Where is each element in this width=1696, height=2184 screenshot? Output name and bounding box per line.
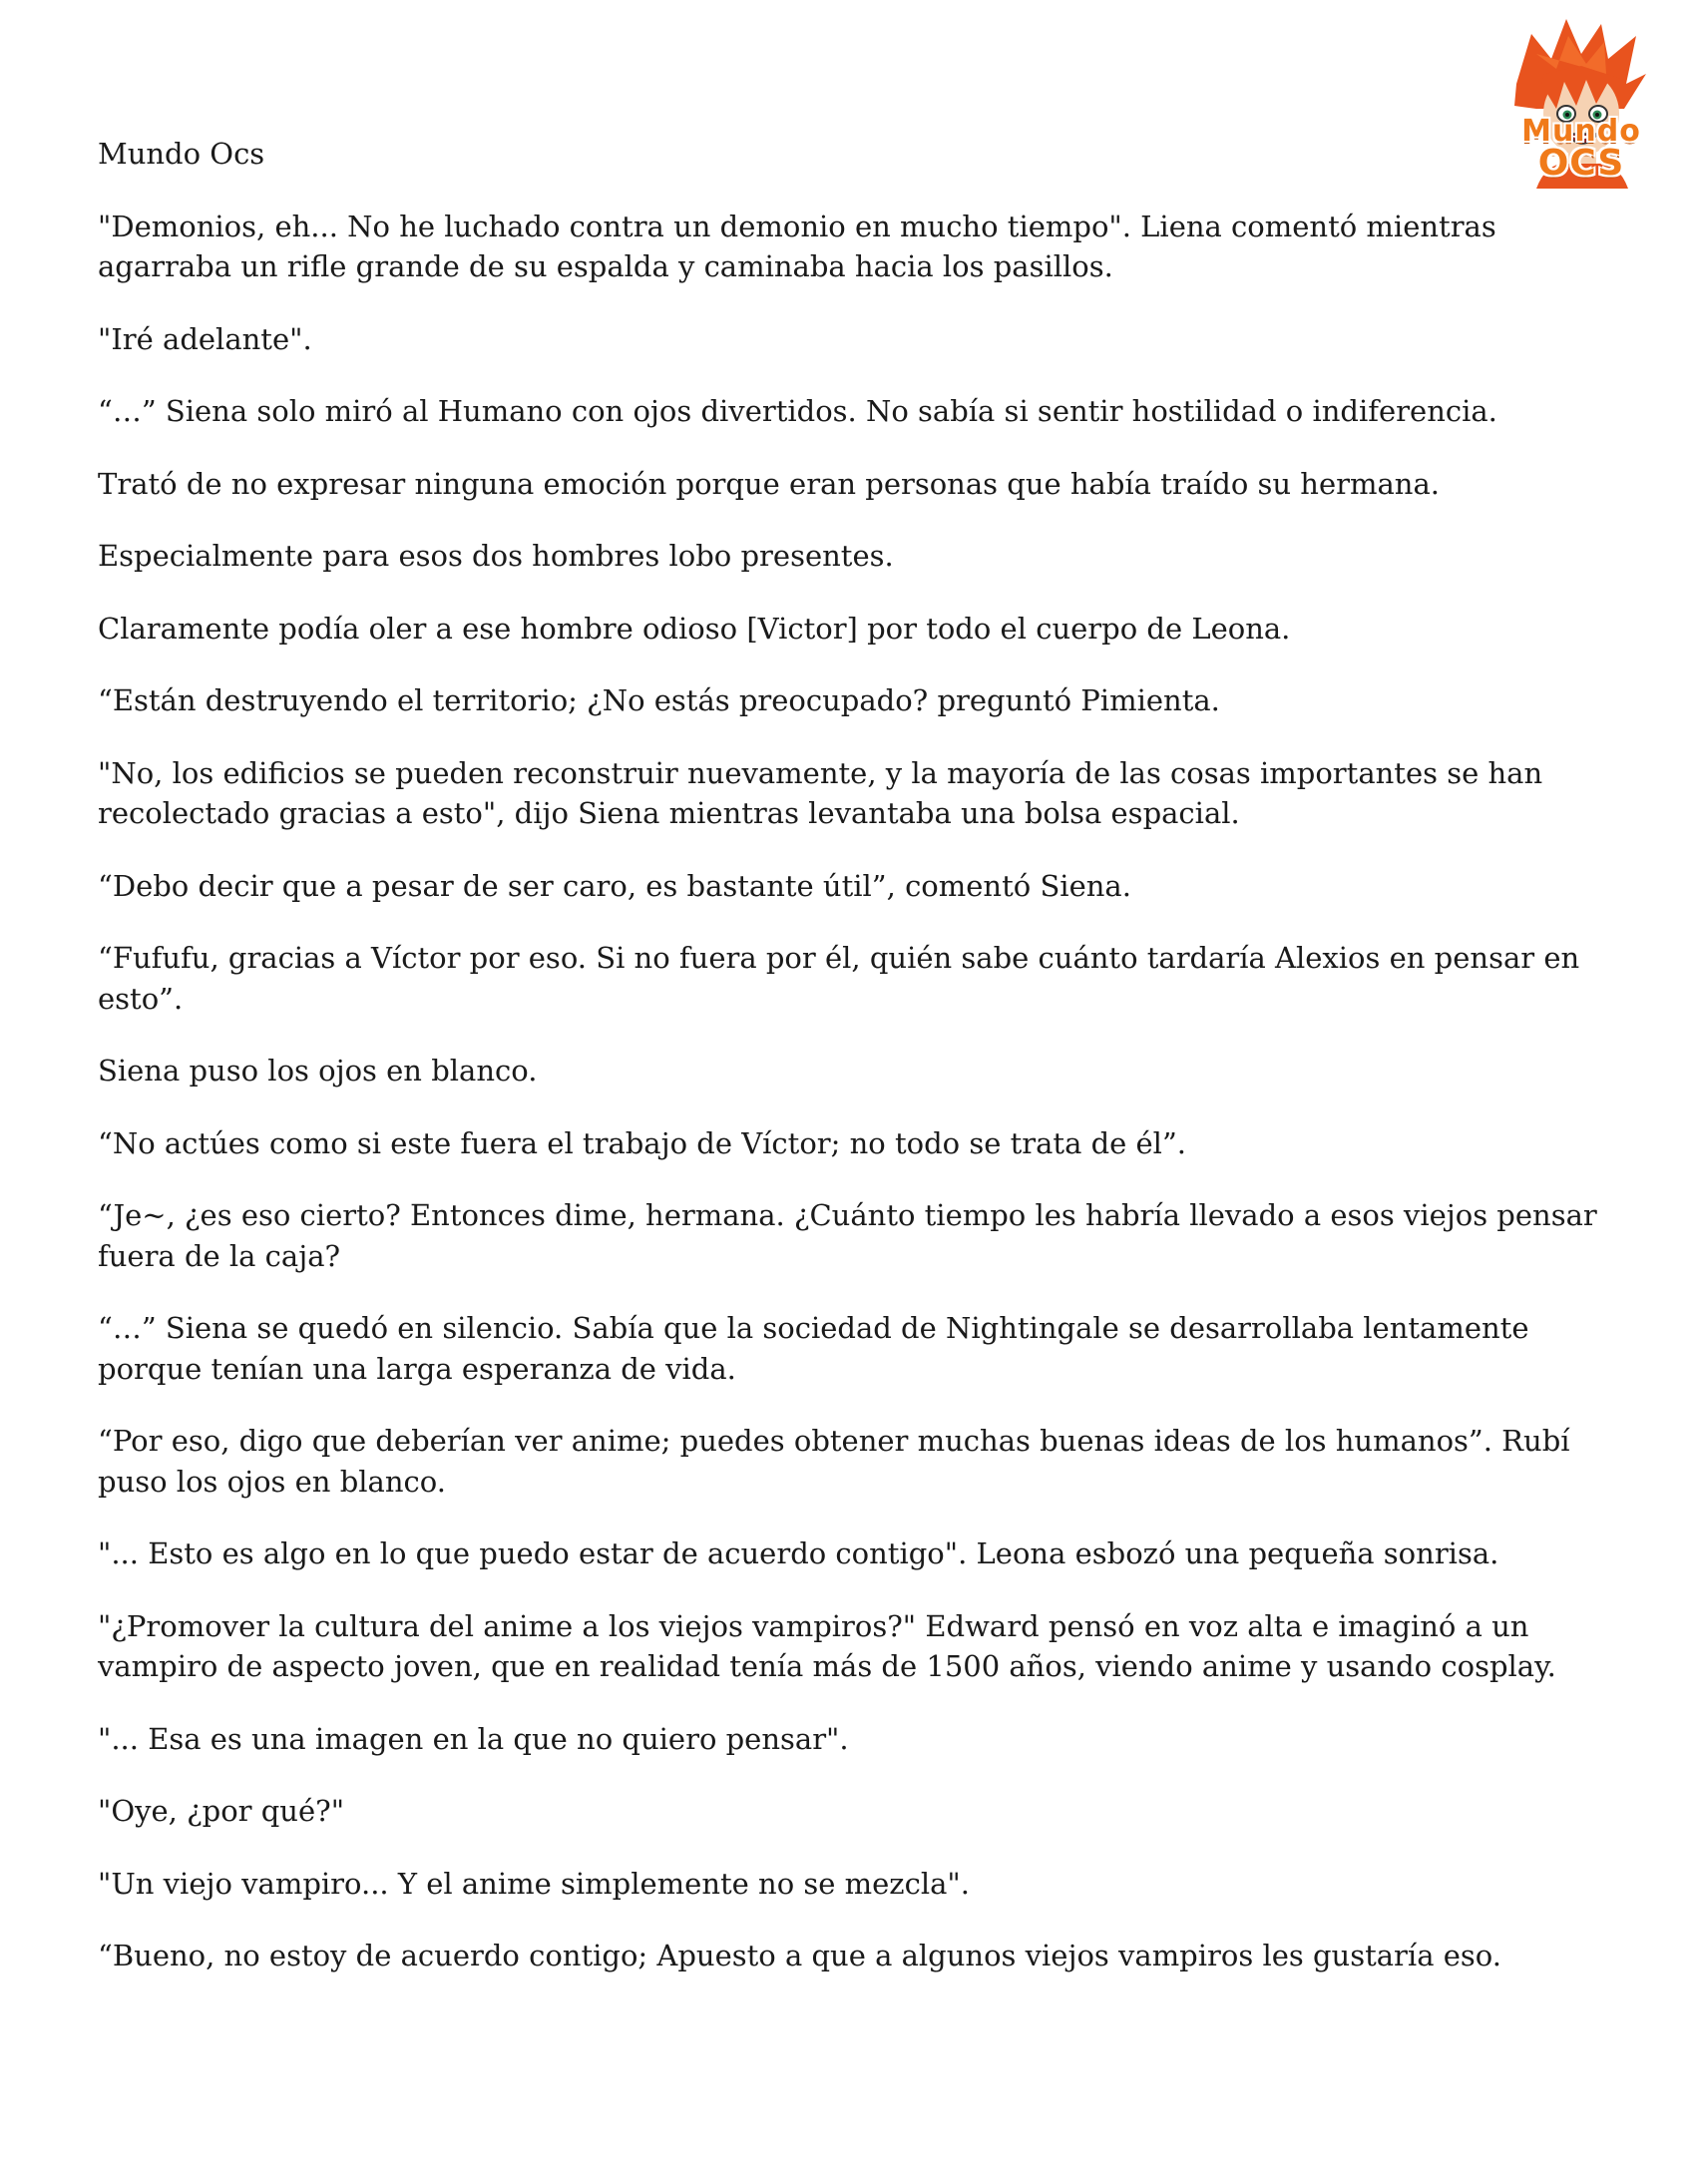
paragraph: “Por eso, digo que deberían ver anime; puedes obtener muchas buenas ideas de los humanos”. Rubí puso los ojos en blanco. (98, 1424, 1570, 1499)
paragraph: “Bueno, no estoy de acuerdo contigo; Apuesto a que a algunos viejos vampiros les gustaría eso. (98, 1939, 1501, 1972)
paragraph: "... Esto es algo en lo que puedo estar de acuerdo contigo". Leona esbozó una pequeña sonrisa. (98, 1536, 1499, 1570)
paragraph: "Iré adelante". (98, 321, 312, 356)
paragraph: “…” Siena se quedó en silencio. Sabía que la sociedad de Nightingale se desarrollaba lentamente porque tenían una larga esperanza de vida. (98, 1311, 1529, 1386)
paragraph: Siena puso los ojos en blanco. (98, 1054, 538, 1088)
logo-text-line2: OCS (1537, 143, 1625, 184)
paragraph: Especialmente para esos dos hombres lobo presentes. (98, 539, 894, 573)
paragraph: "Un viejo vampiro... Y el anime simplemente no se mezcla". (98, 1866, 970, 1901)
document-header-title: Mundo Ocs (98, 137, 265, 171)
logo-text-line1: Mundo (1521, 114, 1641, 149)
paragraph: "No, los edificios se pueden reconstruir nuevamente, y la mayoría de las cosas importantes se han recolectado gracias a esto", dijo Siena mientras levantaba una bolsa espacial. (98, 755, 1543, 830)
paragraph: "Demonios, eh... No he luchado contra un demonio en mucho tiempo". Liena comentó mientras agarraba un rifle grande de su espalda y caminaba hacia los pasillos. (98, 209, 1496, 283)
paragraph: "¿Promover la cultura del anime a los viejos vampiros?" Edward pensó en voz alta e imaginó a un vampiro de aspecto joven, que en realidad tenía más de 1500 años, viendo anime y usando cosplay. (98, 1608, 1556, 1683)
paragraph: Trató de no expresar ninguna emoción porque eran personas que había traído su hermana. (98, 466, 1440, 501)
paragraph: “Debo decir que a pesar de ser caro, es bastante útil”, comentó Siena. (98, 868, 1131, 903)
paragraph: “Están destruyendo el territorio; ¿No estás preocupado? preguntó Pimienta. (98, 683, 1220, 717)
paragraph: Claramente podía oler a ese hombre odioso [Victor] por todo el cuerpo de Leona. (98, 611, 1291, 646)
paragraph: “No actúes como si este fuera el trabajo de Víctor; no todo se trata de él”. (98, 1125, 1186, 1160)
paragraph: "... Esa es una imagen en la que no quiero pensar". (98, 1721, 849, 1756)
paragraph: "Oye, ¿por qué?" (98, 1794, 345, 1828)
paragraph: “…” Siena solo miró al Humano con ojos divertidos. No sabía si sentir hostilidad o indiferencia. (98, 394, 1497, 428)
paragraph: “Je~, ¿es eso cierto? Entonces dime, hermana. ¿Cuánto tiempo les habría llevado a esos viejos pensar fuera de la caja? (98, 1198, 1597, 1273)
document-body (98, 134, 1634, 2008)
paragraph: “Fufufu, gracias a Víctor por eso. Si no fuera por él, quién sabe cuánto tardaría Alexios en pensar en esto”. (98, 941, 1580, 1016)
